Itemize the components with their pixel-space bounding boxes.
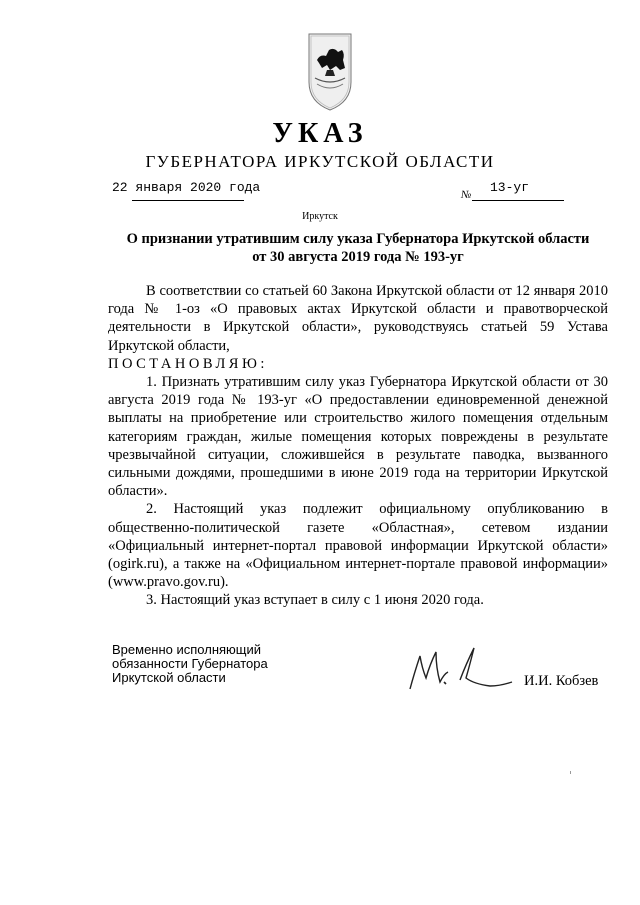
heading-line: от 30 августа 2019 года № 193-уг [252, 249, 464, 265]
date-underline [132, 200, 244, 201]
decree-item-1: 1. Признать утратившим силу указ Губернатора Иркутской области от 30 августа 2019 года № 193-уг «О предоставлении единовременной денежной выплаты на приобретение или строительство жилого помещения отдельным категориям граждан, жилые помещения которых повреждены в результате чрезвычайной ситуации, сложившейся в результате паводка, вызванного сильными дождями, прошедшими в июне 2019 года на территории Иркутской области». [108, 374, 608, 500]
decree-word: ПОСТАНОВЛЯЮ: [108, 355, 268, 372]
decree-item-3: 3. Настоящий указ вступает в силу с 1 июня 2020 года. [146, 592, 484, 609]
position-line: Временно исполняющий [112, 642, 262, 657]
document-body [108, 282, 608, 610]
issuer-subtitle: ГУБЕРНАТОРА ИРКУТСКОЙ ОБЛАСТИ [145, 152, 495, 171]
handwritten-signature [400, 634, 515, 694]
number-label: № [461, 189, 472, 201]
signatory-position [112, 643, 268, 685]
intro-paragraph: В соответствии со статьей 60 Закона Иркутской области от 12 января 2010 года № 1-оз «О правовых актах Иркутской области и правотворческой деятельности в Иркутской области», руководствуясь статьей 59 Устава Иркутской области, [108, 283, 608, 354]
heading-line: О признании утратившим силу указа Губернатора Иркутской области [126, 231, 590, 247]
document-date: 22 января 2020 года [112, 180, 261, 195]
position-line: обязанности Губернатора [112, 656, 268, 671]
document-heading [108, 230, 608, 266]
position-line: Иркутской области [112, 670, 226, 685]
document-number: 13-уг [490, 180, 530, 195]
document-type-title: УКАЗ [272, 118, 368, 149]
scan-mark [570, 771, 571, 774]
signatory-name: И.И. Кобзев [524, 673, 599, 689]
decree-item-2: 2. Настоящий указ подлежит официальному опубликованию в общественно-политической газете «Областная», сетевом издании «Официальный интернет-портал правовой информации Иркутской области» (ogirk.ru), а также на «Официальном интернет-портале правовой информации» (www.pravo.gov.ru). [108, 501, 608, 591]
city-name: Иркутск [302, 211, 338, 222]
number-underline [472, 200, 564, 201]
coat-of-arms-emblem [305, 30, 355, 112]
